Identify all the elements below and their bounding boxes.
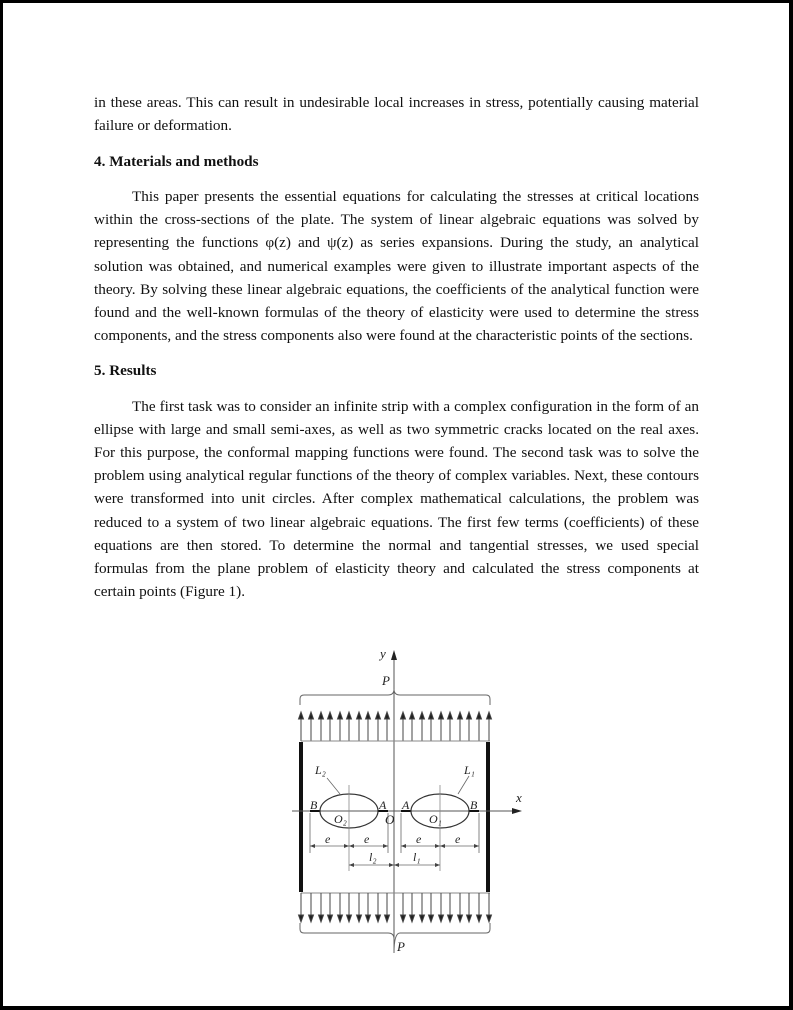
- top-load-label: P: [382, 673, 390, 688]
- bottom-brace: [300, 923, 490, 953]
- point-a-left-label: A: [379, 798, 387, 812]
- y-axis: [391, 650, 397, 951]
- contour-l1-label: L₁: [464, 763, 475, 777]
- contour-l2-label: L₂: [315, 763, 326, 777]
- center-o2-label: O₂: [334, 812, 347, 826]
- plate-left-edge: [299, 742, 303, 892]
- dimension-l2-label: l₂: [369, 850, 377, 864]
- dimension-e-label-2: e: [364, 832, 370, 846]
- continuation-paragraph: in these areas. This can result in undesirable local increases in stress, potentially causing material failure or deformation.: [94, 94, 699, 135]
- origin-label: O: [385, 812, 395, 827]
- point-b-left-label: B: [310, 798, 318, 812]
- plate-right-edge: [486, 742, 490, 892]
- tensile-load-arrows-top: [299, 712, 492, 741]
- dimension-e-label-4: e: [455, 832, 461, 846]
- tensile-load-arrows-bottom: [299, 893, 492, 922]
- materials-methods-paragraph: This paper presents the essential equations for calculating the stresses at critical locations within the cross-sections of the plate. The system of linear algebraic equations was solved by representing the functions φ(z) and ψ(z) as series expansions. During the study, an analytical solution was obtained, and numerical examples were given to illustrate important aspects of the theory. By solving these linear algebraic equations, the coefficients of the analytical function were found and the well-known formulas of the theory of elasticity were used to determine the stress components, and the stress components also were found at the characteristic points of the sections.: [94, 188, 699, 344]
- x-axis-label: x: [516, 790, 522, 805]
- point-b-right-label: B: [470, 798, 478, 812]
- dimension-e-label-1: e: [325, 832, 331, 846]
- y-axis-label: y: [380, 646, 386, 661]
- figure-1-strip-diagram: [283, 641, 543, 961]
- section-heading-materials-methods: 4. Materials and methods: [94, 152, 259, 170]
- dimension-e-label-3: e: [416, 832, 422, 846]
- section-heading-results: 5. Results: [94, 362, 157, 380]
- page-body: [94, 91, 699, 603]
- bottom-load-label: P: [397, 939, 405, 954]
- dimension-l1-label: l₁: [413, 850, 421, 864]
- top-brace: [300, 689, 490, 705]
- point-a-right-label: A: [402, 798, 410, 812]
- results-paragraph: The first task was to consider an infinite strip with a complex configuration in the form of an ellipse with large and small semi-axes, as well as two symmetric cracks located on the real axes. For this purpose, the conformal mapping functions were found. The second task was to solve the problem using analytical regular functions of the theory of complex variables. Next, these contours were transformed into unit circles. After complex mathematical calculations, the problem was reduced to a system of two linear algebraic equations. The first few terms (coefficients) of these equations are then stored. To determine the normal and tangential stresses, we used special formulas from the plane problem of elasticity theory and calculated the stress components at certain points (Figure 1).: [94, 398, 699, 600]
- center-o1-label: O₁: [429, 812, 442, 826]
